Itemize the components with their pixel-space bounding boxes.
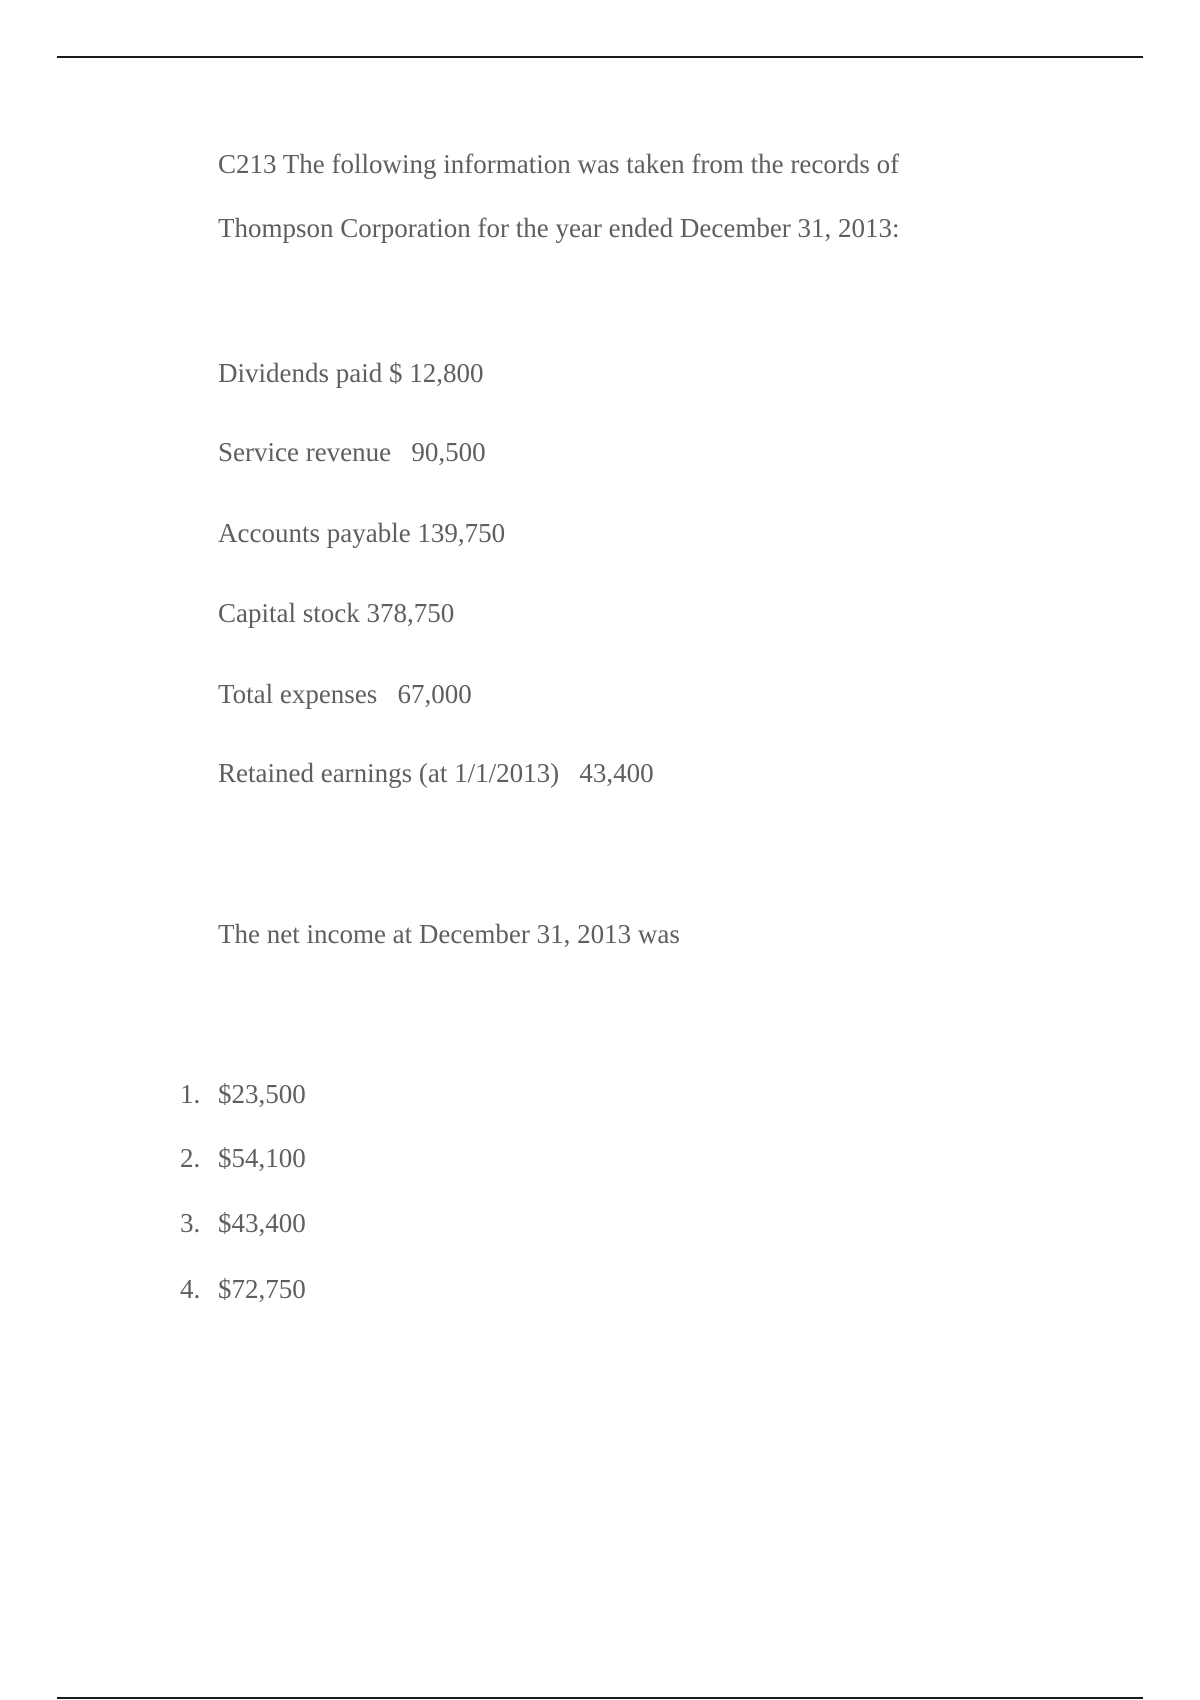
item-dividends-paid: Dividends paid $ 12,800 — [218, 358, 484, 388]
item-total-expenses: Total expenses 67,000 — [218, 679, 472, 709]
option-text: $54,100 — [218, 1143, 306, 1173]
item-capital-stock: Capital stock 378,750 — [218, 598, 455, 628]
option-number: 3. — [180, 1208, 201, 1238]
answer-option-3[interactable] — [180, 1207, 306, 1239]
question-line-2: Thompson Corporation for the year ended December 31, 2013: — [218, 213, 900, 243]
item-service-revenue: Service revenue 90,500 — [218, 437, 486, 467]
answer-option-4[interactable] — [180, 1273, 306, 1305]
answer-option-2[interactable] — [180, 1142, 306, 1174]
option-number: 1. — [180, 1079, 201, 1109]
bottom-rule — [57, 1697, 1143, 1699]
item-accounts-payable: Accounts payable 139,750 — [218, 518, 506, 548]
option-number: 2. — [180, 1143, 201, 1173]
option-text: $72,750 — [218, 1274, 306, 1304]
answer-option-1[interactable] — [180, 1078, 306, 1110]
question-line-1: C213 The following information was taken from the records of — [218, 149, 900, 179]
question-prompt: The net income at December 31, 2013 was — [218, 919, 680, 949]
top-rule — [57, 56, 1143, 58]
option-text: $43,400 — [218, 1208, 306, 1238]
option-text: $23,500 — [218, 1079, 306, 1109]
option-number: 4. — [180, 1274, 201, 1304]
item-retained-earnings: Retained earnings (at 1/1/2013) 43,400 — [218, 758, 654, 788]
